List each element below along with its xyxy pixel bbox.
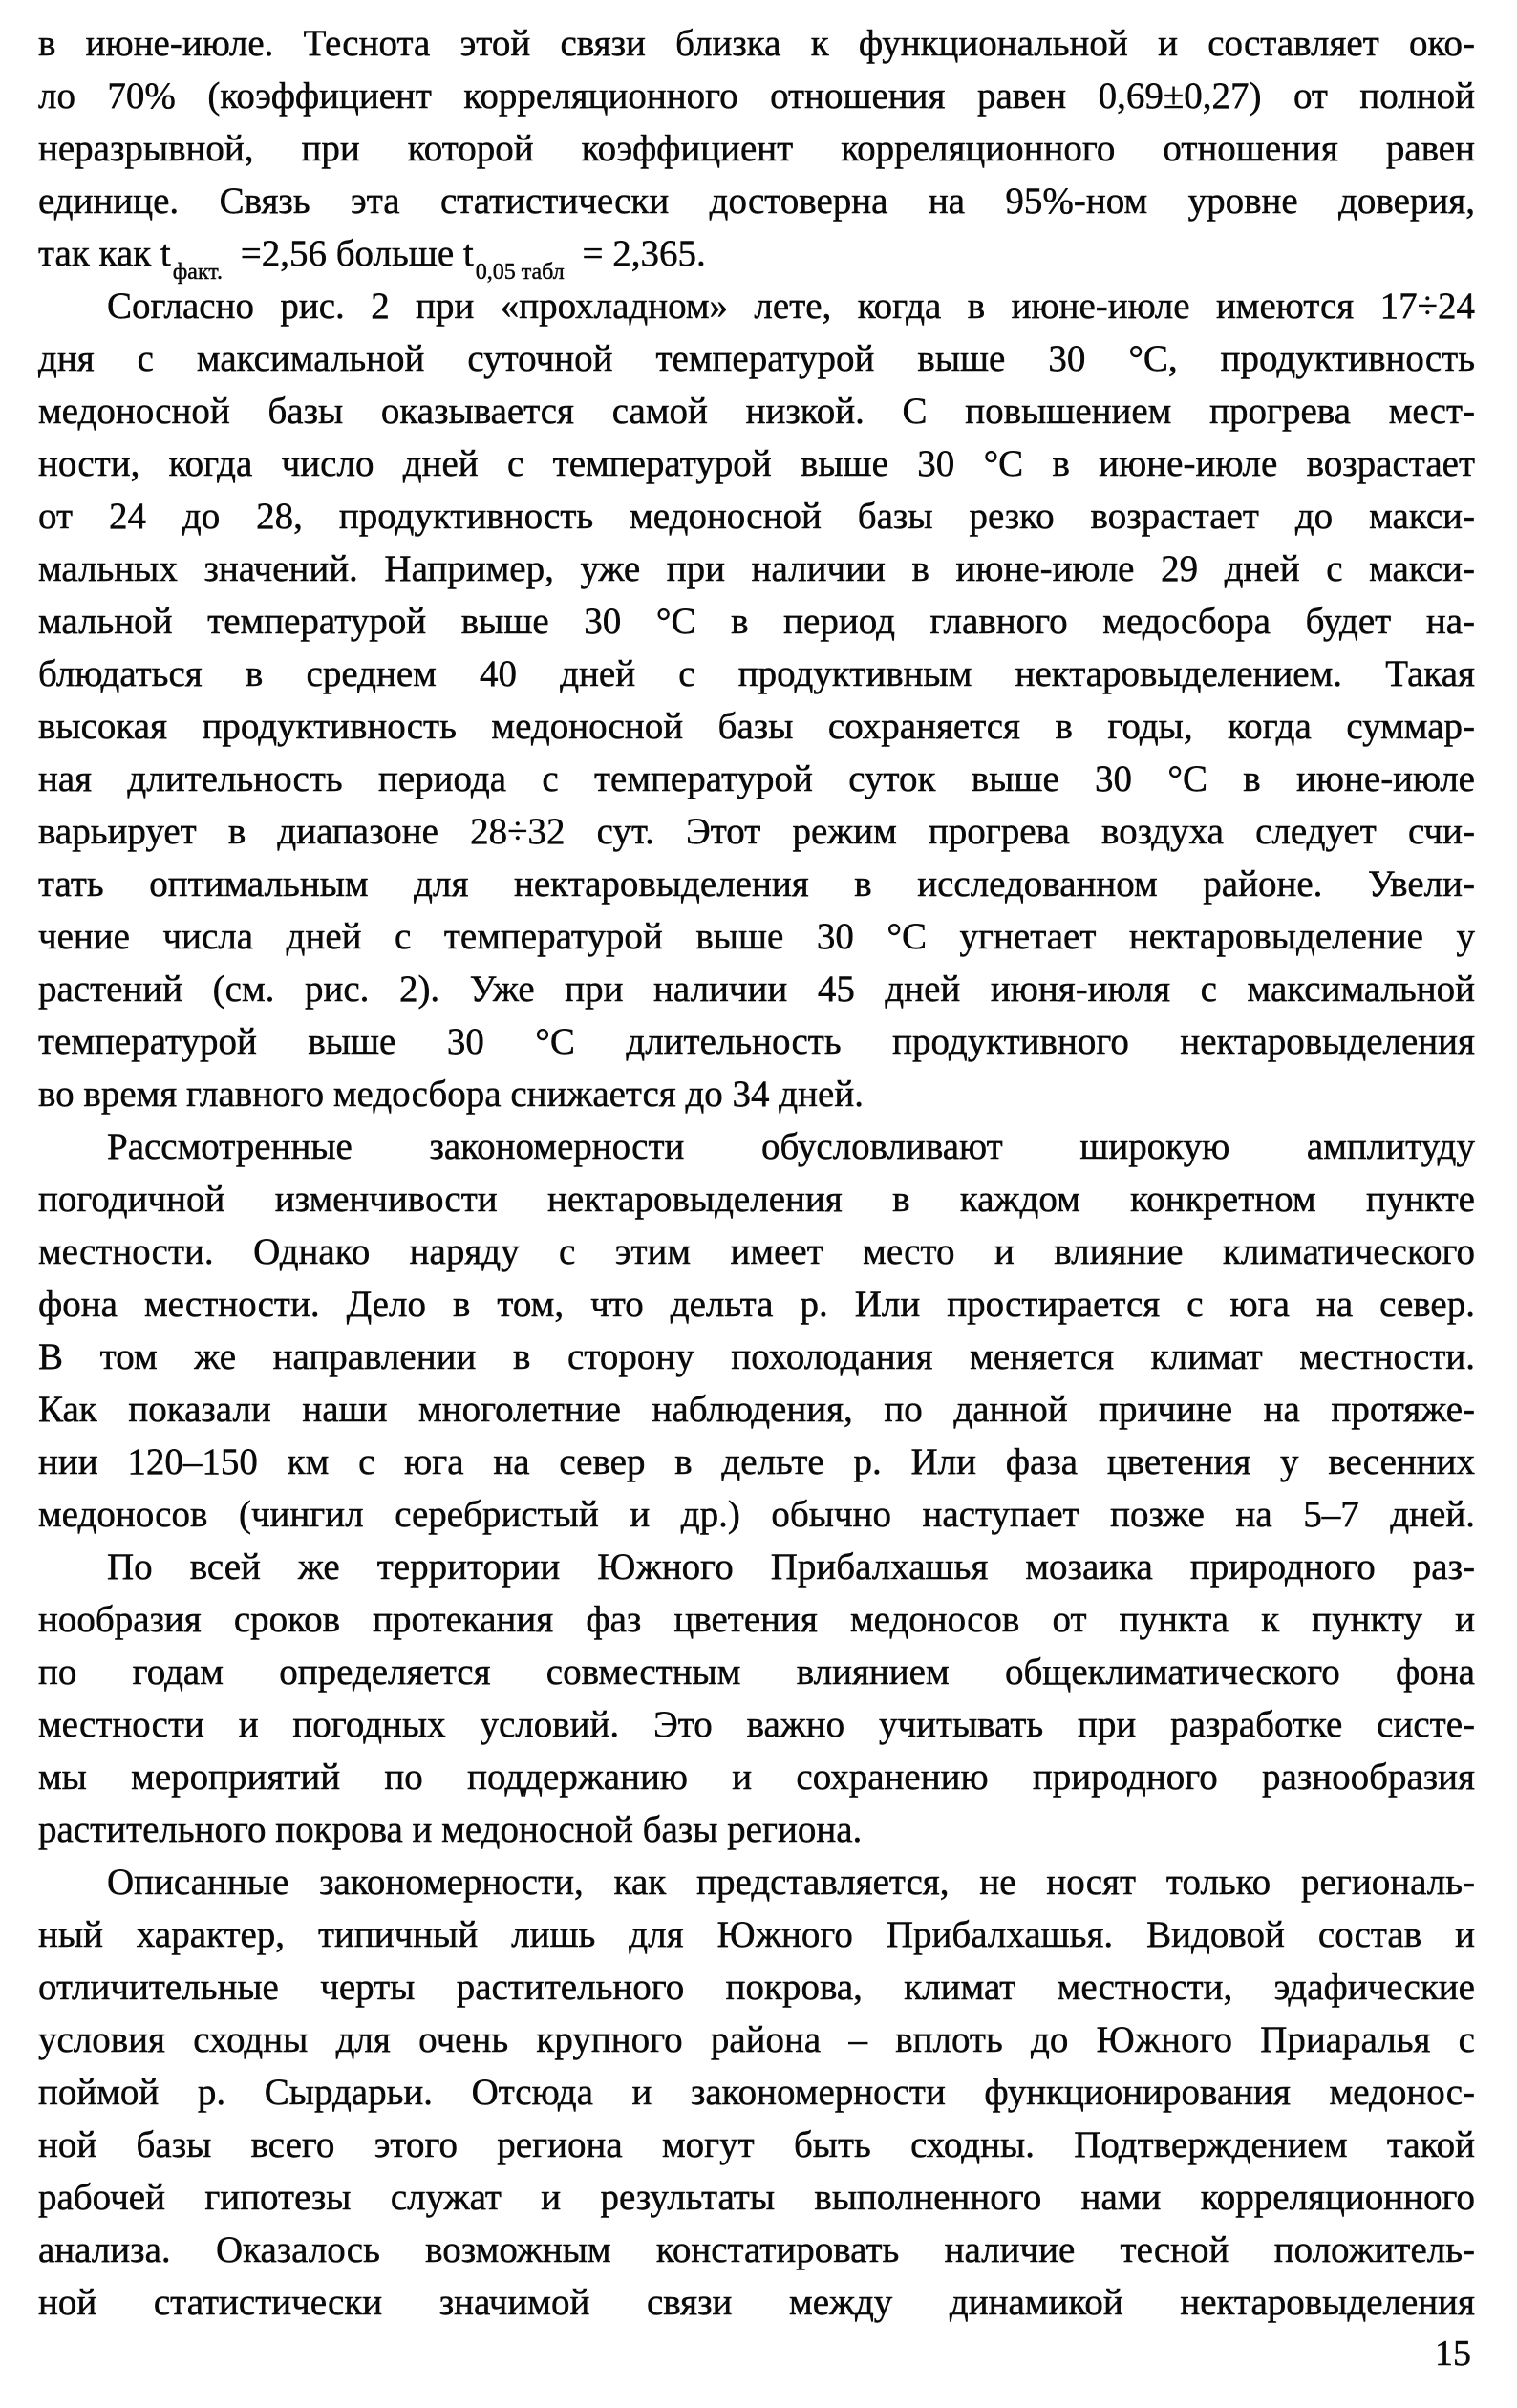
text-line: местности. Однако наряду с этим имеет место и влияние климатического: [38, 1231, 1475, 1272]
text-line: блюдаться в среднем 40 дней с продуктивным нектаровыделением. Такая: [38, 653, 1475, 694]
text-line: ло 70% (коэффициент корреляционного отношения равен 0,69±0,27) от полной: [38, 75, 1475, 117]
text-line: Описанные закономерности, как представляется, не носят только региональ-: [107, 1862, 1475, 1903]
text-line: от 24 до 28, продуктивность медоносной базы резко возрастает до макси-: [38, 496, 1475, 537]
text-line: мальной температурой выше 30 °С в период главного медосбора будет на-: [38, 601, 1475, 642]
text-line: рабочей гипотезы служат и результаты выполненного нами корреляционного: [38, 2177, 1475, 2218]
text-line: Рассмотренные закономерности обусловливают широкую амплитуду: [107, 1126, 1475, 1167]
text-line: неразрывной, при которой коэффициент корреляционного отношения равен: [38, 128, 1475, 169]
text-line: чение числа дней с температурой выше 30 °С угнетает нектаровыделение у: [38, 916, 1475, 957]
text-line: дня с максимальной суточной температурой выше 30 °С, продуктивность: [38, 338, 1475, 379]
text-line: отличительные черты растительного покрова, климат местности, эдафические: [38, 1967, 1475, 2008]
text-line: в июне-июле. Теснота этой связи близка к функциональной и составляет око-: [38, 23, 1475, 64]
text-line: анализа. Оказалось возможным констатировать наличие тесной положитель-: [38, 2229, 1475, 2270]
text-line: по годам определяется совместным влиянием общеклиматического фона: [38, 1652, 1475, 1693]
paragraph: [38, 1541, 1475, 1856]
text-line: Как показали наши многолетние наблюдения, по данной причине на протяже-: [38, 1389, 1475, 1430]
text-line: растений (см. рис. 2). Уже при наличии 45 дней июня-июля с максимальной: [38, 969, 1475, 1010]
text-line: тать оптимальным для нектаровыделения в исследованном районе. Увели-: [38, 863, 1475, 905]
page-number: 15: [1435, 2333, 1471, 2374]
text-line: фона местности. Дело в том, что дельта р. Или простирается с юга на север.: [38, 1284, 1475, 1325]
text-line: нообразия сроков протекания фаз цветения медоносов от пункта к пункту и: [38, 1599, 1475, 1640]
text-line: единице. Связь эта статистически достоверна на 95%-ном уровне доверия,: [38, 181, 1475, 222]
text-line: во время главного медосбора снижается до 34 дней.: [38, 1074, 864, 1115]
paragraph: [38, 1856, 1475, 2329]
paragraph: [38, 280, 1475, 1120]
text-line: медоносной базы оказывается самой низкой. С повышением прогрева мест-: [38, 391, 1475, 432]
text-line: высокая продуктивность медоносной базы сохраняется в годы, когда суммар-: [38, 706, 1475, 747]
text-line: растительного покрова и медоносной базы региона.: [38, 1809, 863, 1850]
text-line: так как tфакт. =2,56 больше t0,05 табл = 2,365.: [38, 233, 706, 285]
page-text-block: [38, 17, 1475, 2329]
text-line: ной статистически значимой связи между динамикой нектаровыделения: [38, 2282, 1475, 2323]
text-line: Согласно рис. 2 при «прохладном» лете, когда в июне-июле имеются 17÷24: [107, 286, 1475, 327]
text-line: погодичной изменчивости нектаровыделения в каждом конкретном пункте: [38, 1179, 1475, 1220]
text-line: температурой выше 30 °С длительность продуктивного нектаровыделения: [38, 1021, 1475, 1062]
text-line: ной базы всего этого региона могут быть сходны. Подтверждением такой: [38, 2124, 1475, 2165]
text-line: медоносов (чингил серебристый и др.) обычно наступает позже на 5–7 дней.: [38, 1494, 1475, 1535]
paragraph: [38, 1120, 1475, 1541]
text-line: нии 120–150 км с юга на север в дельте р. Или фаза цветения у весенних: [38, 1441, 1475, 1482]
text-line: ности, когда число дней с температурой выше 30 °С в июне-июле возрастает: [38, 443, 1475, 484]
text-line: мальных значений. Например, уже при наличии в июне-июле 29 дней с макси-: [38, 548, 1475, 589]
text-line: В том же направлении в сторону похолодания меняется климат местности.: [38, 1336, 1475, 1377]
paragraph: [38, 17, 1475, 285]
text-line: ный характер, типичный лишь для Южного Прибалхашья. Видовой состав и: [38, 1914, 1475, 1955]
text-line: варьирует в диапазоне 28÷32 сут. Этот режим прогрева воздуха следует счи-: [38, 811, 1475, 852]
text-line: По всей же территории Южного Прибалхашья мозаика природного раз-: [107, 1546, 1475, 1588]
text-line: ная длительность периода с температурой суток выше 30 °С в июне-июле: [38, 758, 1475, 799]
text-line: местности и погодных условий. Это важно учитывать при разработке систе-: [38, 1704, 1475, 1745]
text-line: поймой р. Сырдарьи. Отсюда и закономерности функционирования медонос-: [38, 2072, 1475, 2113]
text-line: условия сходны для очень крупного района – вплоть до Южного Приаралья с: [38, 2019, 1475, 2060]
text-line: мы мероприятий по поддержанию и сохранению природного разнообразия: [38, 1757, 1475, 1798]
